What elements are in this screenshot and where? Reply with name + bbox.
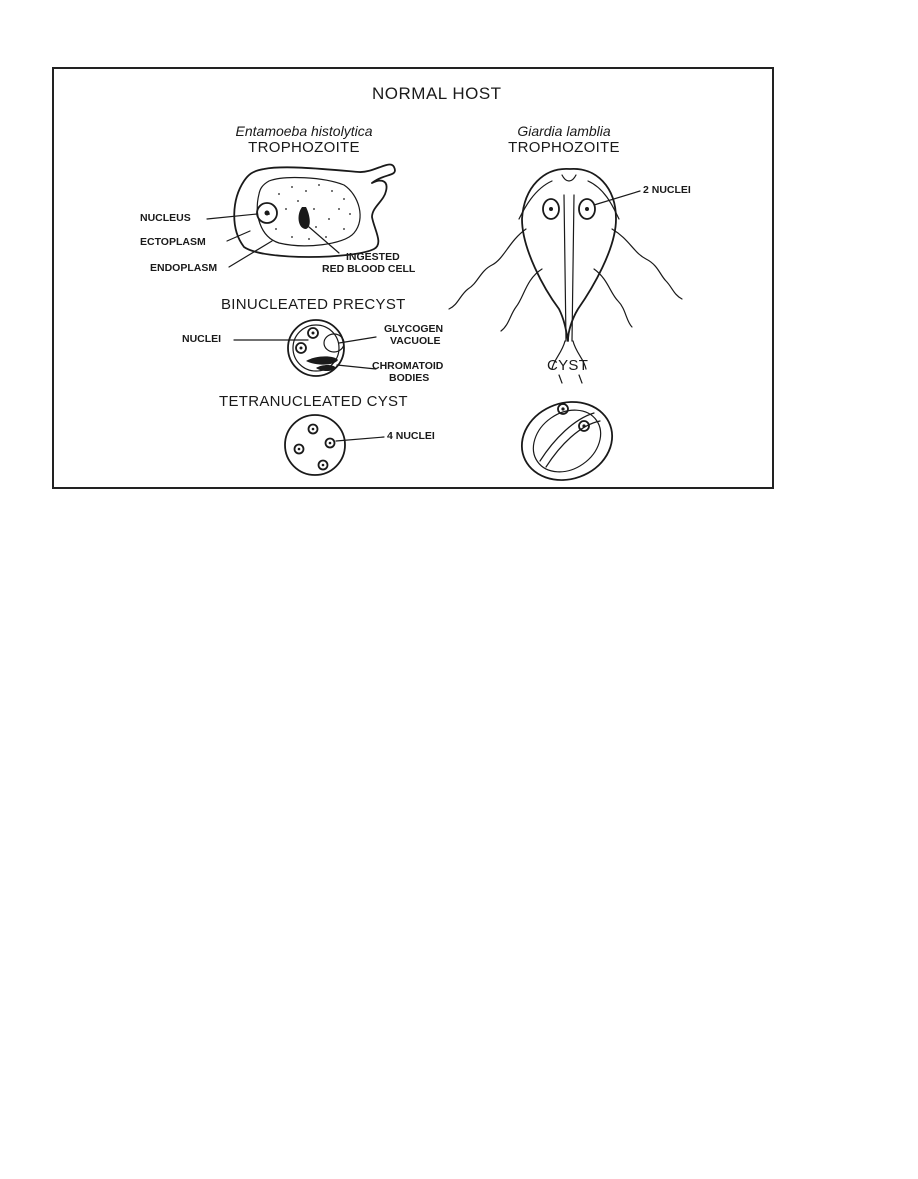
giardia-flagellum-left-lower <box>501 269 542 331</box>
label-bodies: BODIES <box>389 372 430 384</box>
giardia-flagellum-left-upper <box>449 229 526 309</box>
giardia-cyst-outer <box>511 390 623 487</box>
cyst-tick-right <box>579 375 582 383</box>
cyst-tick-left <box>559 375 562 383</box>
label-chromatoid: CHROMATOID <box>372 360 444 372</box>
entamoeba-stage-label: TROPHOZOITE <box>248 139 360 156</box>
precyst-heading: BINUCLEATED PRECYST <box>221 296 406 313</box>
giardia-flagellum-right-upper <box>612 229 682 299</box>
diagram-figure <box>52 67 774 489</box>
ingested-red-blood-cell <box>299 207 310 229</box>
nucleus-karyosome <box>265 211 270 216</box>
label-nuclei: NUCLEI <box>182 333 222 345</box>
giardia-stage-label: TROPHOZOITE <box>508 139 620 156</box>
endoplasm-boundary <box>257 178 360 246</box>
diagram-artwork <box>54 69 772 487</box>
giardia-body-outline <box>522 169 616 341</box>
label-ingested: INGESTED <box>346 251 400 263</box>
label-2-nuclei: 2 NUCLEI <box>643 184 691 196</box>
label-nucleus: NUCLEUS <box>140 212 191 224</box>
giardia-species-name: Giardia lamblia <box>517 123 611 139</box>
giardia-axostyle-left <box>564 195 566 341</box>
giardia-cyst-label: CYST <box>547 357 589 374</box>
tetranucleated-cyst-heading: TETRANUCLEATED CYST <box>219 393 408 410</box>
figure-title: NORMAL HOST <box>372 84 502 103</box>
label-4-nuclei: 4 NUCLEI <box>387 430 435 442</box>
endoplasm-granules <box>268 184 351 240</box>
leader-nucleus <box>207 214 257 219</box>
leader-2-nuclei <box>594 191 640 205</box>
giardia-anterior <box>562 175 576 181</box>
label-vacuole: VACUOLE <box>390 335 441 347</box>
label-endoplasm: ENDOPLASM <box>150 262 218 274</box>
leader-ingested <box>309 227 339 253</box>
giardia-flagellum-right-lower <box>594 269 632 327</box>
label-ectoplasm: ECTOPLASM <box>140 236 206 248</box>
giardia-cyst-fibril-2 <box>546 421 600 467</box>
leader-chromatoid <box>337 365 376 369</box>
entamoeba-species-name: Entamoeba histolytica <box>235 123 373 139</box>
label-glycogen: GLYCOGEN <box>384 323 444 335</box>
leader-glycogen <box>339 337 376 343</box>
label-red-blood-cell: RED BLOOD CELL <box>322 263 416 275</box>
